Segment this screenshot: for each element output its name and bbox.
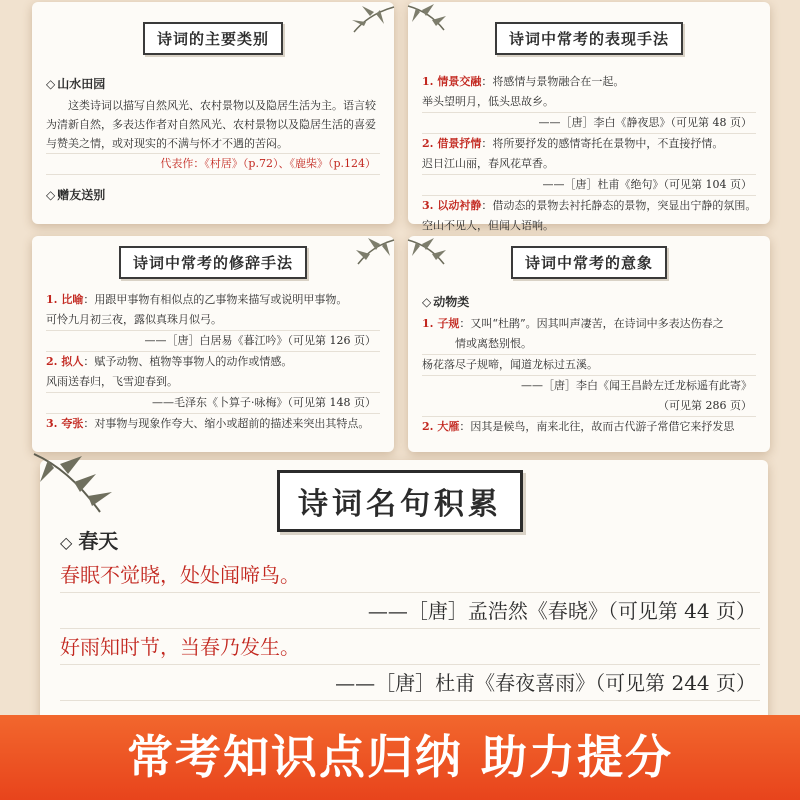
verse-source: ——［唐］孟浩然《春晓》（可见第 44 页） bbox=[60, 593, 760, 629]
card-title: 诗词中常考的表现手法 bbox=[495, 22, 683, 55]
imagery-item: 2. 大雁：因其是候鸟，南来北往，故而古代游子常借它来抒发思 bbox=[422, 420, 735, 433]
example-verse: 可怜九月初三夜，露似真珠月似弓。 bbox=[46, 310, 380, 331]
bamboo-decoration bbox=[408, 2, 468, 52]
famous-verse: 春眠不觉晓，处处闻啼鸟。 bbox=[60, 557, 760, 593]
category-description: 这类诗词以描写自然风光、农村景物以及隐居生活为主。语言较为清新自然，多表达作者对自然风光、农村景物以及隐居生活的喜爱与赞美之情，或对现实的不满与怀才不遇的苦闷。 bbox=[46, 96, 380, 154]
device-item: 3. 夸张：对事物与现象作夸大、缩小或超前的描述来突出其特点。 bbox=[46, 417, 370, 430]
section-heading: ◇ 山水田园 bbox=[46, 77, 106, 91]
promo-banner: 常考知识点归纳 助力提分 bbox=[0, 715, 800, 800]
imagery-desc-cont: 情或离愁别恨。 bbox=[422, 334, 756, 355]
example-source: ——［唐］李白《闻王昌龄左迁龙标遥有此寄》 bbox=[521, 379, 752, 392]
example-verse: 空山不见人，但闻人语响。 bbox=[422, 219, 554, 232]
technique-item: 2. 借景抒情：将所要抒发的感情寄托在景物中，不直接抒情。 bbox=[422, 137, 724, 150]
section-heading: ◇ 春天 bbox=[60, 529, 119, 553]
card-title: 诗词名句积累 bbox=[277, 470, 523, 532]
technique-item: 1. 情景交融：将感情与景物融合在一起。 bbox=[422, 75, 625, 88]
example-source-page: （可见第 286 页） bbox=[422, 396, 756, 417]
example-source: ——［唐］杜甫《绝句》（可见第 104 页） bbox=[422, 175, 756, 196]
card-rhetorical-devices bbox=[32, 236, 394, 452]
example-source: ——［唐］李白《静夜思》（可见第 48 页） bbox=[422, 113, 756, 134]
verse-source: ——［唐］杜甫《春夜喜雨》（可见第 244 页） bbox=[60, 665, 760, 701]
example-verse: 风雨送春归，飞雪迎春到。 bbox=[46, 372, 380, 393]
famous-verse: 好雨知时节，当春乃发生。 bbox=[60, 629, 760, 665]
bamboo-decoration bbox=[30, 452, 140, 532]
card-common-imagery bbox=[408, 236, 770, 452]
bamboo-decoration bbox=[334, 236, 394, 286]
card-title: 诗词中常考的修辞手法 bbox=[119, 246, 307, 279]
representative-works: 代表作：《村居》（p.72）、《鹿柴》（p.124） bbox=[46, 154, 380, 175]
card-expression-techniques bbox=[408, 2, 770, 232]
example-verse: 杨花落尽子规啼，闻道龙标过五溪。 bbox=[422, 355, 756, 376]
card-poetry-categories bbox=[32, 2, 394, 224]
bamboo-decoration bbox=[324, 2, 394, 62]
example-verse: 举头望明月，低头思故乡。 bbox=[422, 92, 756, 113]
card-title: 诗词的主要类别 bbox=[143, 22, 283, 55]
technique-item: 3. 以动衬静：借动态的景物去衬托静态的景物，突显出宁静的氛围。 bbox=[422, 199, 757, 212]
card-title: 诗词中常考的意象 bbox=[511, 246, 667, 279]
example-source: ——毛泽东《卜算子·咏梅》（可见第 148 页） bbox=[46, 393, 380, 414]
imagery-item: 1. 子规：又叫“杜鹃”。因其叫声凄苦，在诗词中多表达伤春之 bbox=[422, 317, 724, 330]
example-verse: 迟日江山丽，春风花草香。 bbox=[422, 154, 756, 175]
device-item: 2. 拟人：赋予动物、植物等事物人的动作或情感。 bbox=[46, 355, 293, 368]
section-heading: ◇ 动物类 bbox=[422, 295, 470, 309]
device-item: 1. 比喻：用跟甲事物有相似点的乙事物来描写或说明甲事物。 bbox=[46, 293, 348, 306]
example-source: ——［唐］白居易《暮江吟》（可见第 126 页） bbox=[46, 331, 380, 352]
section-heading: ◇ 赠友送别 bbox=[46, 188, 106, 202]
bamboo-decoration bbox=[408, 236, 468, 286]
